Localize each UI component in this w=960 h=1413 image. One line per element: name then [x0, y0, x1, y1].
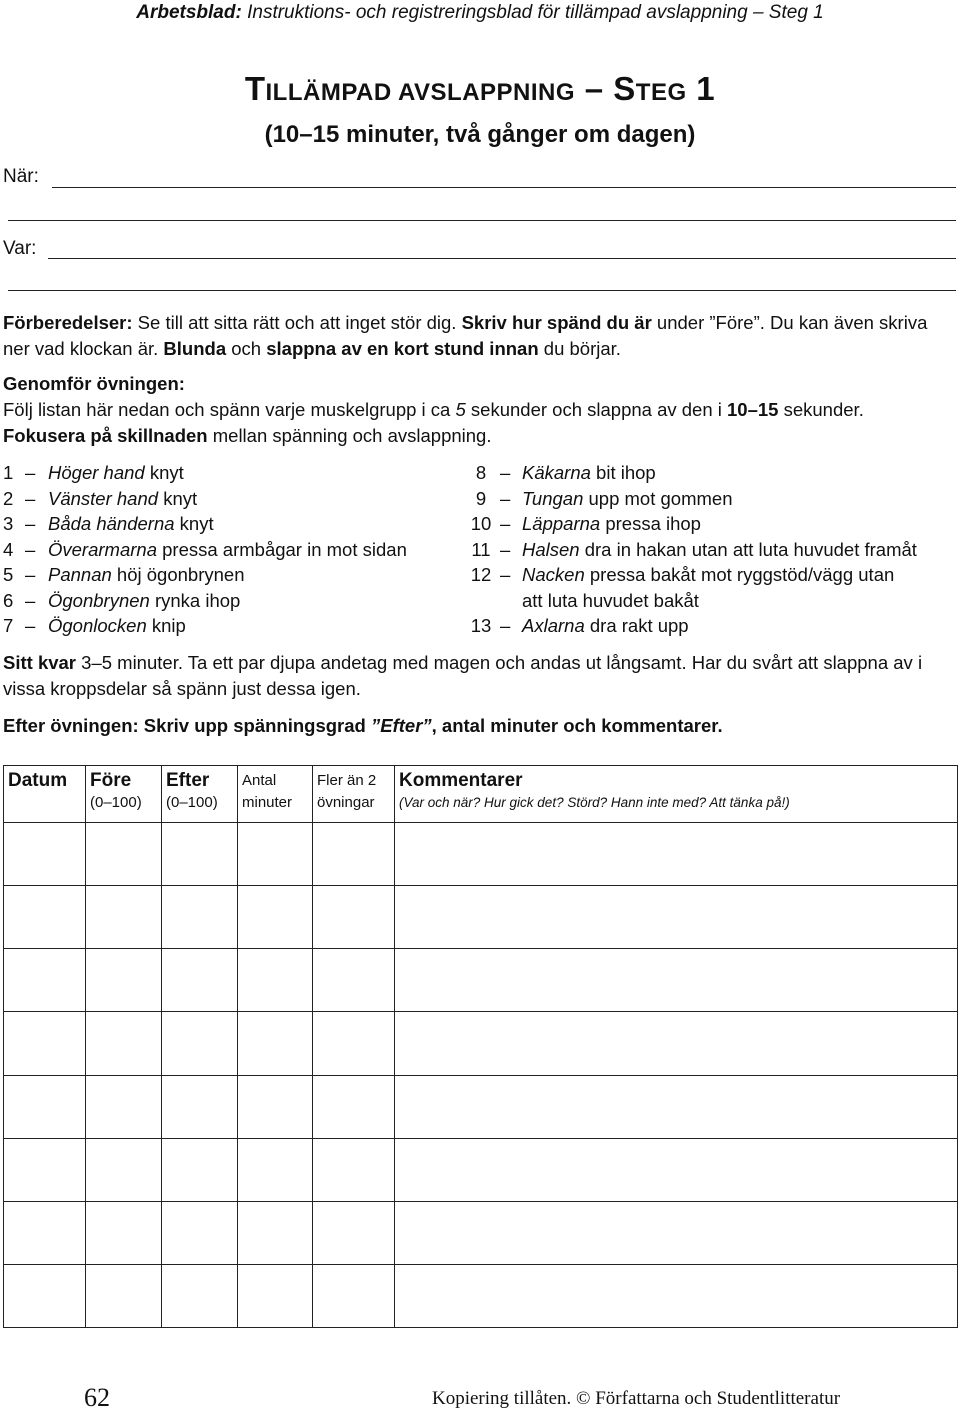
col-fler-ovningar [313, 766, 395, 823]
perform-range: 10–15 [727, 399, 779, 420]
table-header-row [4, 766, 958, 823]
table-cell[interactable] [162, 886, 238, 949]
prep-quote-fore: ”Före” [709, 312, 760, 333]
page-title [0, 70, 960, 108]
muscle-list-left [3, 460, 453, 639]
table-cell[interactable] [162, 1138, 238, 1201]
perform-seconds: 5 [455, 399, 466, 420]
table-cell[interactable] [395, 1201, 958, 1264]
col-fler-line1: Fler än 2 [317, 772, 377, 789]
muscle-item-dash: – [500, 564, 511, 585]
table-cell[interactable] [238, 1201, 313, 1264]
table-cell[interactable] [4, 1264, 86, 1327]
muscle-item-text [48, 486, 197, 512]
muscle-action: dra in hakan utan att luta huvudet framåt [579, 538, 917, 560]
muscle-part: Pannan [48, 564, 112, 585]
muscle-item-dash: – [500, 513, 511, 534]
muscle-action: pressa armbågar in mot sidan [156, 538, 407, 560]
muscle-item-text [48, 511, 214, 537]
prep-bold-2: Blunda [163, 338, 227, 359]
table-cell[interactable] [86, 949, 162, 1012]
table-cell[interactable] [4, 1201, 86, 1264]
when-label: När: [3, 166, 39, 187]
prep-bold-3: slappna av en kort stund innan [266, 338, 539, 359]
muscle-list-right [466, 460, 960, 639]
col-datum-label: Datum [8, 770, 68, 791]
muscle-item [3, 562, 453, 588]
muscle-action: knyt [174, 513, 214, 534]
table-cell[interactable] [238, 823, 313, 886]
table-row [4, 886, 958, 949]
after-quote-efter: ”Efter” [371, 715, 432, 736]
muscle-item [466, 562, 960, 588]
title-rest-1: ILLÄMPAD AVSLAPPNING [265, 79, 576, 106]
muscle-item-text [48, 613, 186, 639]
col-fore-range: (0–100) [90, 794, 142, 811]
table-cell[interactable] [4, 1012, 86, 1075]
muscle-item-dash: – [25, 564, 36, 585]
muscle-item-text [48, 562, 245, 588]
muscle-item-number: 10 [470, 513, 492, 534]
table-cell[interactable] [162, 1075, 238, 1138]
table-cell[interactable] [395, 1012, 958, 1075]
table-cell[interactable] [86, 823, 162, 886]
after-text-2: , antal minuter och kommentarer. [431, 715, 723, 736]
table-cell[interactable] [162, 823, 238, 886]
title-dash: – [575, 70, 614, 107]
table-cell[interactable] [238, 1138, 313, 1201]
muscle-item [3, 537, 453, 563]
perform-text-2: sekunder och slappna av den i [465, 399, 728, 420]
muscle-item-text [48, 460, 184, 486]
title-step-number: 1 [686, 70, 716, 107]
col-fore-label: Före [90, 770, 132, 791]
muscle-item-text [522, 511, 701, 537]
table-cell[interactable] [86, 1264, 162, 1327]
after-paragraph [3, 713, 958, 739]
header-label: Arbetsblad: [136, 2, 242, 23]
stay-text: 3–5 minuter. Ta ett par djupa andetag med magen och andas ut långsamt. Har du svårt att slappna av i vissa kroppsdelar så spänn just dessa igen. [3, 652, 928, 699]
muscle-item [3, 511, 453, 537]
table-cell[interactable] [4, 823, 86, 886]
perform-paragraph [3, 371, 958, 449]
muscle-part: Överarmarna [48, 538, 157, 560]
muscle-action: knip [146, 615, 186, 636]
table-cell[interactable] [86, 1201, 162, 1264]
prep-text-5: du börjar. [538, 338, 621, 359]
preparation-label: Förberedelser: [3, 312, 133, 333]
muscle-action: knyt [144, 462, 184, 483]
muscle-part: Höger hand [48, 462, 145, 483]
table-cell[interactable] [313, 949, 395, 1012]
table-cell[interactable] [86, 1012, 162, 1075]
muscle-item-number: 4 [3, 538, 14, 560]
title-rest-2: TEG [635, 79, 687, 106]
col-fler-line2: övningar [317, 794, 375, 811]
muscle-item-text [522, 460, 656, 486]
col-kommentarer [395, 766, 958, 823]
muscle-item [466, 537, 960, 563]
table-cell[interactable] [238, 1075, 313, 1138]
muscle-action: bit ihop [590, 462, 656, 483]
muscle-item-number: 8 [475, 462, 487, 483]
muscle-part: Ögonbrynen [48, 589, 150, 611]
table-row [4, 949, 958, 1012]
table-cell[interactable] [395, 1138, 958, 1201]
muscle-item-dash: – [500, 462, 511, 483]
page-number: 62 [84, 1383, 110, 1412]
muscle-item-text [522, 486, 732, 512]
prep-text-2: under [651, 312, 710, 333]
table-row [4, 1264, 958, 1327]
col-fore [86, 766, 162, 823]
muscle-part: Tungan [522, 487, 584, 509]
muscle-item-text [522, 588, 699, 614]
muscle-action: upp mot gommen [583, 487, 733, 509]
preparation-paragraph [3, 310, 958, 362]
muscle-action: att luta huvudet bakåt [522, 589, 699, 611]
prep-text-3: . Du kan även skriva ner vad klockan är. [3, 312, 933, 359]
muscle-item [3, 588, 453, 614]
perform-bold-1: Fokusera på skillnaden [3, 425, 208, 446]
table-cell[interactable] [162, 1012, 238, 1075]
muscle-item [3, 613, 453, 639]
col-antal-line1: Antal [242, 772, 277, 789]
muscle-item-number: 3 [3, 513, 14, 534]
muscle-part: Halsen [522, 538, 580, 560]
muscle-item-dash: – [500, 487, 511, 509]
table-cell[interactable] [162, 949, 238, 1012]
muscle-item-dash: – [25, 513, 36, 534]
muscle-item-text [48, 537, 407, 563]
perform-text-1: Följ listan här nedan och spänn varje muskelgrupp i ca [3, 399, 456, 420]
muscle-item-number: 6 [3, 589, 14, 611]
table-row [4, 823, 958, 886]
muscle-part: Nacken [522, 564, 585, 585]
header-text: Instruktions- och registreringsblad för tillämpad avslappning – Steg 1 [247, 2, 824, 23]
muscle-item-text [522, 562, 894, 588]
table-cell[interactable] [313, 1012, 395, 1075]
title-cap-s: S [613, 70, 636, 107]
title-cap-t: T [244, 70, 266, 107]
table-cell[interactable] [395, 1264, 958, 1327]
table-row [4, 1075, 958, 1138]
muscle-item [466, 588, 960, 614]
muscle-item-number: 9 [475, 487, 487, 509]
muscle-item-number: 5 [3, 564, 14, 585]
table-cell[interactable] [86, 1075, 162, 1138]
table-cell[interactable] [4, 1075, 86, 1138]
relaxation-log-table [3, 765, 958, 1328]
table-cell[interactable] [313, 1264, 395, 1327]
table-cell[interactable] [395, 886, 958, 949]
muscle-part: Ögonlocken [48, 615, 147, 636]
muscle-item-dash: – [25, 462, 36, 483]
stay-paragraph [3, 650, 958, 702]
muscle-part: Läpparna [522, 513, 601, 534]
muscle-item [466, 460, 960, 486]
muscle-item-text [522, 537, 917, 563]
table-cell[interactable] [238, 949, 313, 1012]
table-cell[interactable] [86, 886, 162, 949]
copyright-notice: Kopiering tillåten. © Författarna och Studentlitteratur [432, 1388, 841, 1409]
muscle-part: Vänster hand [48, 487, 159, 509]
muscle-item-dash: – [25, 538, 36, 560]
table-cell[interactable] [313, 1201, 395, 1264]
muscle-item-dash: – [25, 487, 36, 509]
table-cell[interactable] [4, 886, 86, 949]
table-row [4, 1138, 958, 1201]
table-cell[interactable] [4, 949, 86, 1012]
table-cell[interactable] [162, 1264, 238, 1327]
table-cell[interactable] [395, 1075, 958, 1138]
perform-heading: Genomför övningen: [3, 373, 185, 394]
muscle-part: Båda händerna [48, 513, 175, 534]
muscle-item-dash: – [500, 615, 511, 636]
muscle-action: knyt [158, 487, 198, 509]
col-antal-line2: minuter [242, 794, 293, 811]
muscle-item-number: 11 [471, 538, 491, 560]
table-cell[interactable] [86, 1138, 162, 1201]
page-header [0, 2, 960, 24]
table-cell[interactable] [4, 1138, 86, 1201]
muscle-action: pressa ihop [600, 513, 701, 534]
col-efter-range: (0–100) [166, 794, 218, 811]
muscle-item-text [522, 613, 689, 639]
muscle-action: dra rakt upp [584, 615, 689, 636]
where-line-1[interactable] [48, 258, 956, 259]
table-cell[interactable] [313, 1138, 395, 1201]
after-text-1: Skriv upp spänningsgrad [138, 715, 371, 736]
page-subtitle: (10–15 minuter, två gånger om dagen) [264, 121, 696, 148]
col-datum [4, 766, 86, 823]
perform-text-3: sekunder. [778, 399, 864, 420]
col-efter [162, 766, 238, 823]
col-komm-label: Kommentarer [399, 770, 523, 791]
muscle-item-number: 1 [3, 462, 14, 483]
muscle-action: pressa bakåt mot ryggstöd/vägg utan [584, 564, 895, 585]
muscle-item-number: 12 [470, 564, 492, 585]
table-cell[interactable] [395, 949, 958, 1012]
muscle-item-dash: – [500, 538, 511, 560]
table-cell[interactable] [313, 823, 395, 886]
muscle-item [466, 511, 960, 537]
table-row [4, 1201, 958, 1264]
muscle-item-dash: – [25, 589, 36, 611]
col-komm-note: (Var och när? Hur gick det? Störd? Hann inte med? Att tänka på!) [399, 795, 790, 810]
table-cell[interactable] [238, 886, 313, 949]
when-line-1[interactable] [52, 187, 956, 188]
muscle-action: höj ögonbrynen [111, 564, 245, 585]
prep-bold-1: Skriv hur spänd du är [461, 312, 652, 333]
muscle-part: Axlarna [522, 615, 585, 636]
after-label: Efter övningen: [3, 715, 139, 736]
table-cell[interactable] [238, 1012, 313, 1075]
table-cell[interactable] [162, 1201, 238, 1264]
muscle-part: Käkarna [522, 462, 591, 483]
table-cell[interactable] [395, 823, 958, 886]
table-cell[interactable] [238, 1264, 313, 1327]
prep-text-1: Se till att sitta rätt och att inget stör dig. [132, 312, 462, 333]
stay-label: Sitt kvar [3, 652, 77, 673]
muscle-item [3, 460, 453, 486]
table-row [4, 1012, 958, 1075]
table-cell[interactable] [313, 886, 395, 949]
muscle-item [466, 486, 960, 512]
muscle-item-dash: – [25, 615, 36, 636]
muscle-item-number: 2 [3, 487, 14, 509]
where-label: Var: [3, 238, 37, 259]
prep-text-4: och [226, 338, 267, 359]
muscle-item-number: 7 [3, 615, 14, 636]
when-line-2[interactable] [8, 220, 956, 221]
muscle-item [3, 486, 453, 512]
muscle-action: rynka ihop [149, 589, 241, 611]
perform-text-4: mellan spänning och avslappning. [207, 425, 492, 446]
muscle-item-number: 13 [470, 615, 492, 636]
muscle-item-text [48, 588, 240, 614]
table-cell[interactable] [313, 1075, 395, 1138]
col-efter-label: Efter [166, 770, 210, 791]
muscle-item [466, 613, 960, 639]
where-line-2[interactable] [8, 290, 956, 291]
col-antal-minuter [238, 766, 313, 823]
